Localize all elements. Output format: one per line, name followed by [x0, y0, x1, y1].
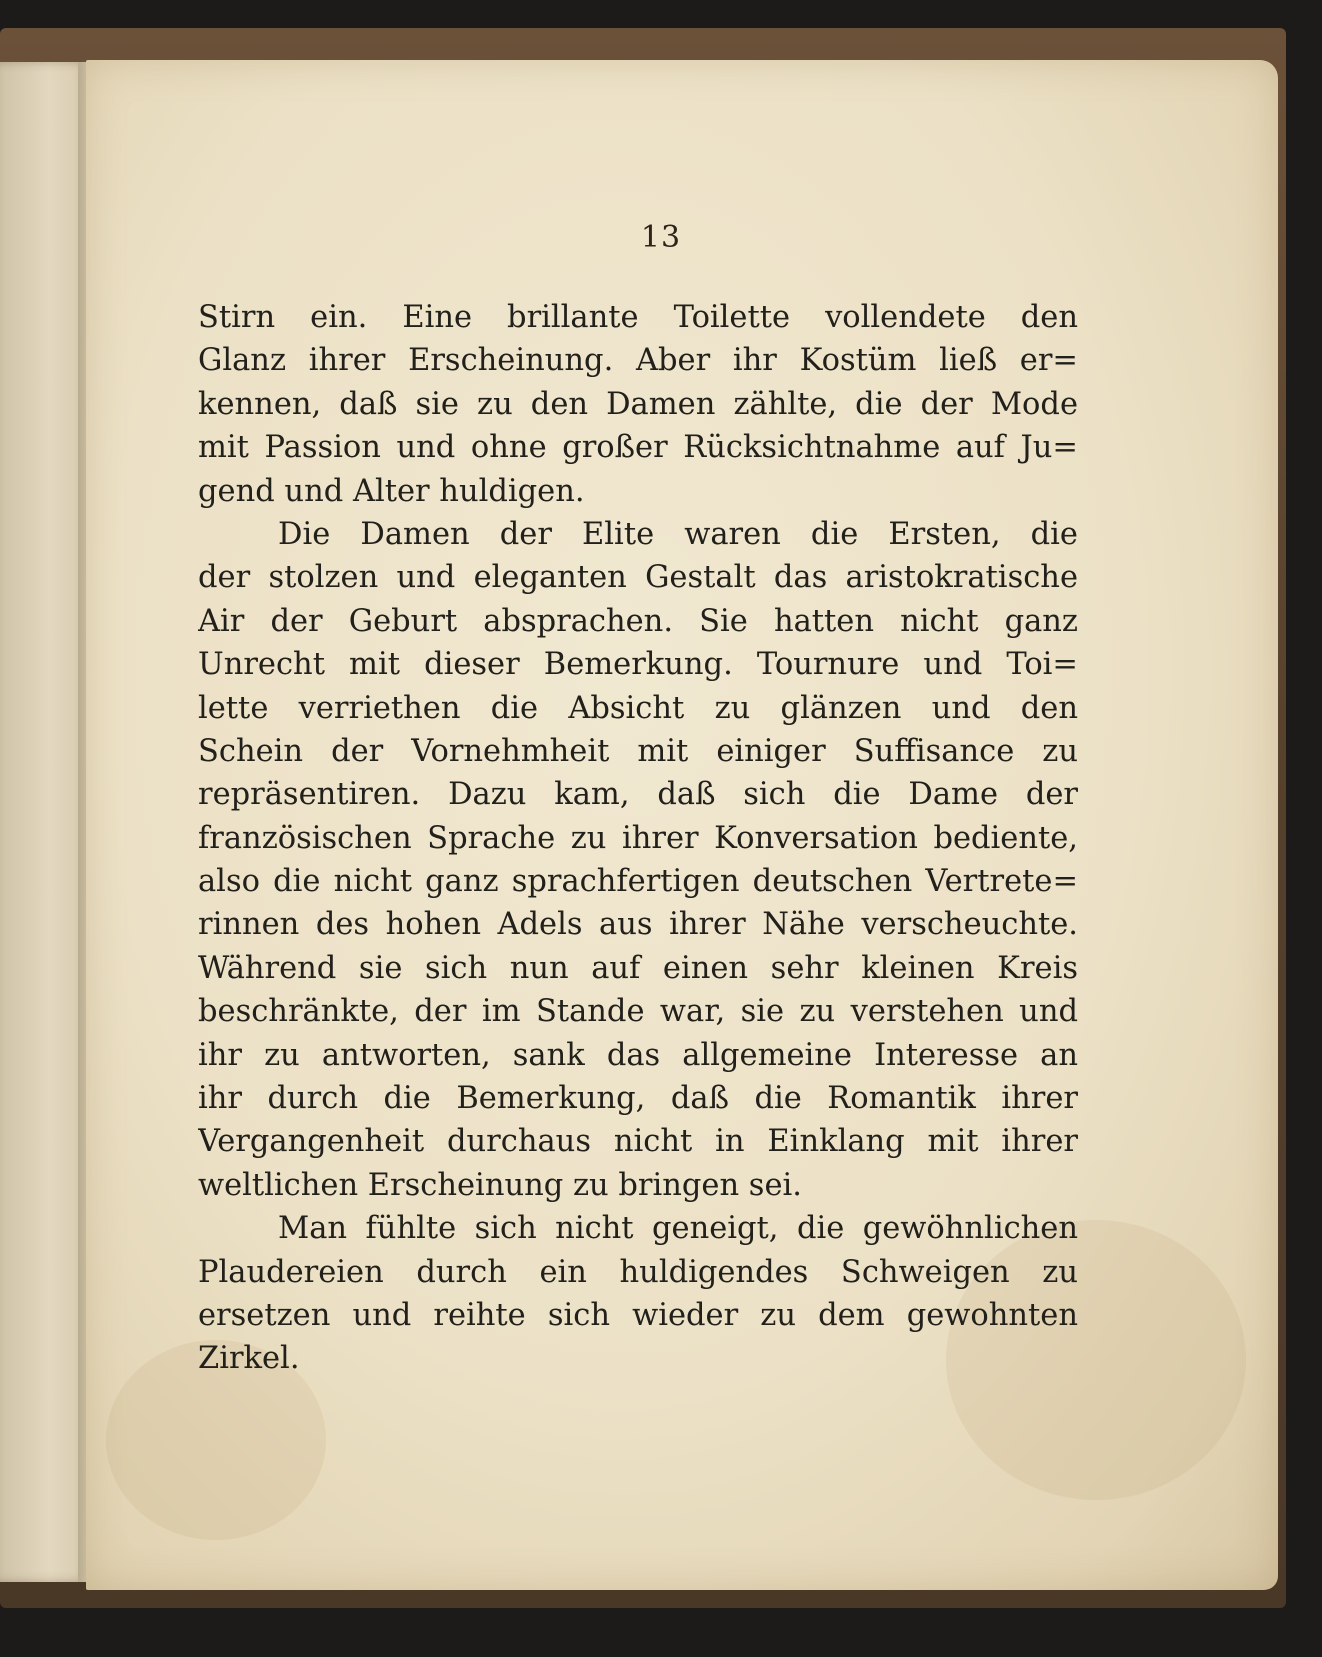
left-page-edge — [0, 62, 90, 1582]
text-line: Vergangenheit durchaus nicht in Einklang mit ihrer — [198, 1124, 1078, 1160]
text-line: ihr durch die Bemerkung, daß die Romantik ihrer — [198, 1081, 1078, 1117]
text-line: kennen, daß sie zu den Damen zählte, die der Mode — [198, 386, 1078, 422]
text-line: Glanz ihrer Erscheinung. Aber ihr Kostüm ließ er= — [198, 343, 1078, 379]
paragraph-start-line: Man fühlte sich nicht geneigt, die gewöhnlichen — [278, 1211, 1078, 1247]
text-line: französischen Sprache zu ihrer Konversation bediente, — [198, 820, 1078, 856]
text-line: der stolzen und eleganten Gestalt das aristokratische — [198, 560, 1078, 596]
text-line: ihr zu antworten, sank das allgemeine Interesse an — [198, 1037, 1078, 1073]
text-line: Unrecht mit dieser Bemerkung. Tournure und Toi= — [198, 647, 1078, 683]
text-line: Stirn ein. Eine brillante Toilette vollendete den — [198, 300, 1078, 335]
body-text — [198, 296, 1078, 1381]
text-line: Während sie sich nun auf einen sehr kleinen Kreis — [198, 950, 1078, 986]
text-line: beschränkte, der im Stande war, sie zu verstehen und — [198, 994, 1078, 1030]
paragraph-start-line: Die Damen der Elite waren die Ersten, die — [278, 516, 1078, 552]
text-line: Zirkel. — [198, 1341, 300, 1377]
text-line: mit Passion und ohne großer Rücksichtnahme auf Ju= — [198, 430, 1078, 466]
text-line: also die nicht ganz sprachfertigen deutschen Vertrete= — [198, 864, 1078, 900]
page-number: 13 — [640, 220, 682, 255]
text-line: weltlichen Erscheinung zu bringen sei. — [198, 1167, 802, 1203]
text-line: rinnen des hohen Adels aus ihrer Nähe verscheuchte. — [198, 907, 1078, 943]
text-line: ersetzen und reihte sich wieder zu dem gewohnten — [198, 1297, 1078, 1333]
text-line: gend und Alter huldigen. — [198, 473, 585, 509]
text-line: Schein der Vornehmheit mit einiger Suffisance zu — [198, 733, 1078, 769]
text-line: repräsentiren. Dazu kam, daß sich die Dame der — [198, 777, 1078, 813]
text-line: Plaudereien durch ein huldigendes Schweigen zu — [198, 1254, 1078, 1290]
text-line: Air der Geburt absprachen. Sie hatten nicht ganz — [198, 603, 1078, 639]
text-line: lette verriethen die Absicht zu glänzen und den — [198, 690, 1078, 726]
